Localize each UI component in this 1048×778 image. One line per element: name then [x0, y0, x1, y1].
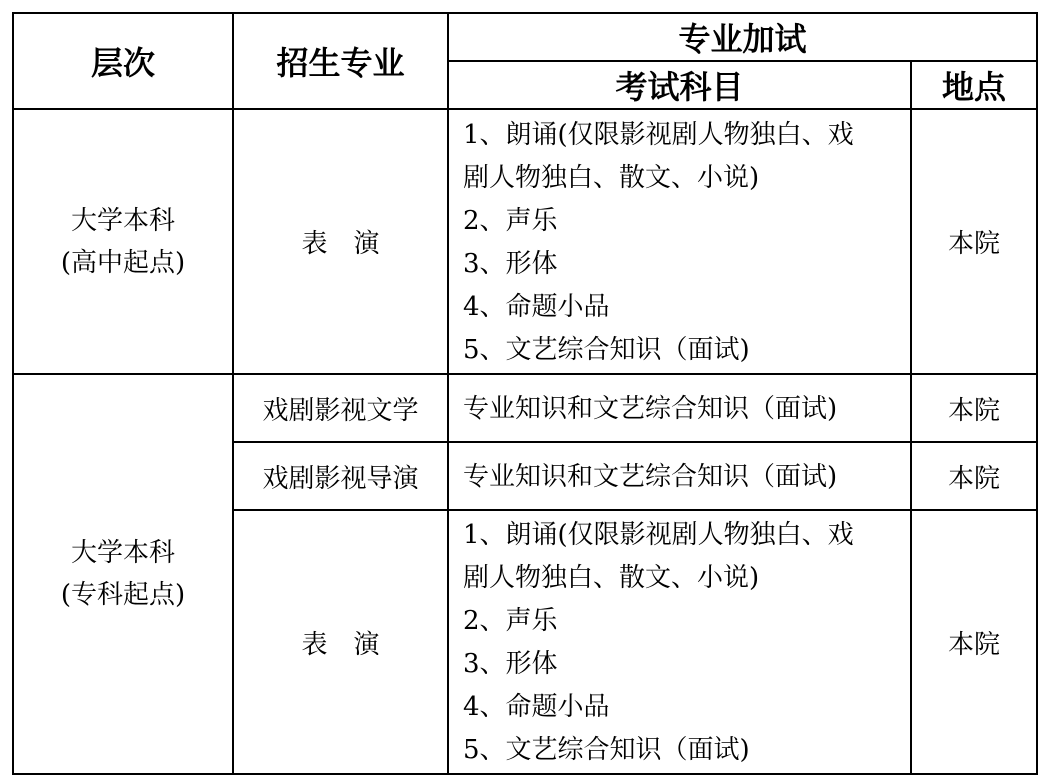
admissions-table [12, 12, 1038, 775]
subject-line: 剧人物独白、散文、小说) [463, 162, 760, 193]
subject-line: 4、命题小品 [463, 692, 610, 722]
level-cell [13, 374, 233, 774]
location-cell: 本院 [911, 510, 1037, 774]
subject-line: 3、形体 [463, 649, 558, 679]
table-row [13, 109, 1037, 374]
subject-line: 5、文艺综合知识（面试) [463, 334, 750, 365]
location-cell: 本院 [911, 442, 1037, 510]
subjects-cell [448, 442, 911, 510]
subjects-cell [448, 510, 911, 774]
header-major: 招生专业 [233, 13, 448, 109]
major-cell: 表 演 [233, 510, 448, 774]
table-row [13, 374, 1037, 442]
level-line-2: (专科起点) [60, 580, 186, 610]
subjects-cell [448, 109, 911, 374]
header-level: 层次 [13, 13, 233, 109]
level-line-1: 大学本科 [70, 538, 175, 568]
subject-line: 5、文艺综合知识（面试) [463, 735, 750, 765]
level-line-2: (高中起点) [60, 247, 186, 278]
header-extra-exam: 专业加试 [448, 13, 1037, 61]
subject-line: 2、声乐 [463, 205, 558, 236]
subject-line: 剧人物独白、散文、小说) [463, 563, 760, 593]
subject-line: 专业知识和文艺综合知识（面试) [463, 393, 838, 424]
subject-line: 2、声乐 [463, 606, 558, 636]
location-cell: 本院 [911, 109, 1037, 374]
admissions-table-sheet [12, 12, 1036, 767]
subject-line: 3、形体 [463, 248, 558, 279]
subject-line: 1、朗诵(仅限影视剧人物独白、戏 [463, 119, 854, 150]
location-cell: 本院 [911, 374, 1037, 442]
level-line-1: 大学本科 [70, 205, 175, 236]
header-row-top [13, 13, 1037, 61]
level-cell [13, 109, 233, 374]
subject-line: 专业知识和文艺综合知识（面试) [463, 461, 838, 492]
major-cell: 表 演 [233, 109, 448, 374]
header-subjects: 考试科目 [448, 61, 911, 109]
subject-line: 1、朗诵(仅限影视剧人物独白、戏 [463, 520, 854, 550]
subject-line: 4、命题小品 [463, 291, 610, 322]
subjects-cell [448, 374, 911, 442]
major-cell: 戏剧影视导演 [233, 442, 448, 510]
major-cell: 戏剧影视文学 [233, 374, 448, 442]
header-location: 地点 [911, 61, 1037, 109]
